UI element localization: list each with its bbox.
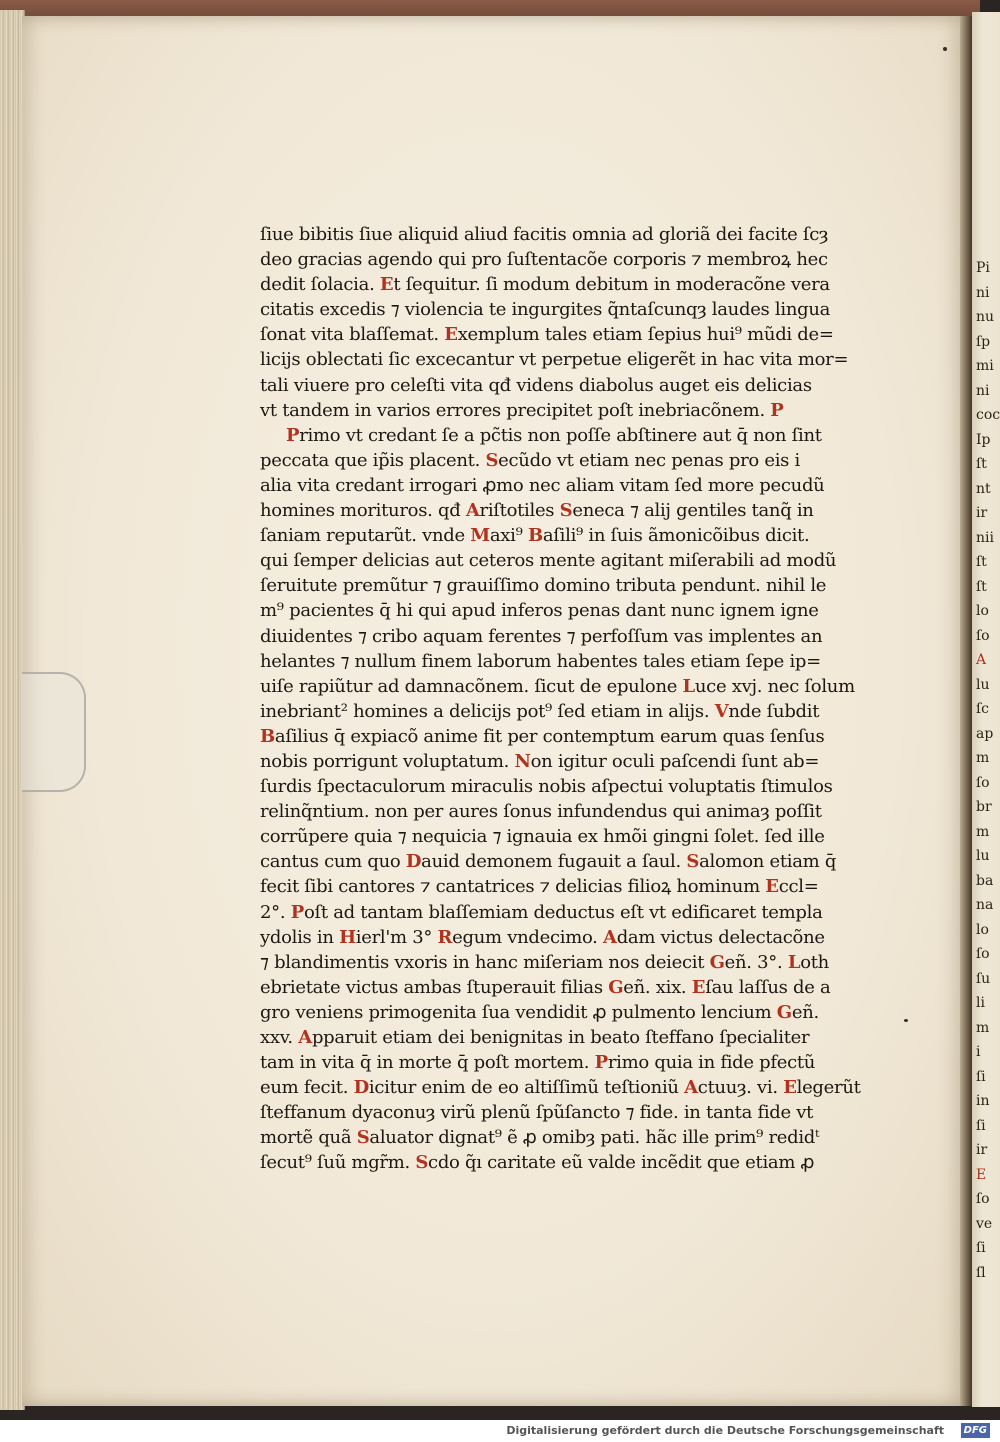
text-segment: dam victus delectacõne [616, 926, 825, 948]
text-segment: cantus cum quo [260, 851, 406, 873]
ink-spot [904, 1019, 908, 1022]
text-segment: relinq̃ntium. non per aures ſonus infundendus qui animaȝ poſſit [260, 801, 822, 823]
facing-text-fragment: ir [976, 1142, 988, 1158]
facing-text-fragment: ba [976, 872, 994, 889]
text-line [260, 950, 870, 975]
text-line [260, 548, 870, 573]
text-line [260, 1075, 870, 1100]
facing-text-fragment: br [976, 799, 992, 815]
text-line [260, 573, 870, 598]
text-line [260, 222, 870, 247]
text-line [260, 624, 870, 649]
rubricated-initial: P [286, 424, 300, 446]
rubricated-initial: H [339, 926, 356, 948]
text-segment: ſau laſſus de a [705, 976, 831, 998]
text-segment: egum vndecimo. [452, 926, 604, 948]
text-line [260, 1150, 870, 1175]
text-segment: cdo q̃ı caritate eũ valde incẽdit que etiam ꝓ [428, 1152, 815, 1174]
facing-text-fragment: Ip [976, 431, 991, 448]
facing-text-fragment: li [976, 995, 985, 1011]
rubricated-initial: E [691, 976, 706, 998]
rubricated-initial: S [356, 1127, 370, 1149]
facing-text-fragment: mi [976, 358, 994, 374]
rubricated-initial: P [290, 901, 304, 923]
text-line [260, 900, 870, 925]
text-line [260, 598, 870, 623]
text-segment: ſiue bibitis ſiue aliquid aliud facitis omnia ad gloriã dei facite ſcȝ [260, 224, 829, 245]
facing-text-fragment: m [976, 1019, 990, 1036]
text-segment: ſeruitute premũtur ⁊ grauiſſimo domino tributa pendunt. nihil le [260, 575, 827, 597]
text-line [260, 975, 870, 1000]
facing-text-fragment: ni [976, 382, 990, 399]
rubricated-initial: S [485, 449, 499, 471]
text-line [260, 749, 870, 774]
facing-text-fragment: ſt [976, 456, 987, 472]
facing-text-fragment: lo [976, 921, 989, 938]
text-segment: 2°. [260, 901, 291, 923]
text-segment: m⁹ pacientes q̄ hi qui apud inferos penas dant nunc ignem igne [260, 600, 819, 622]
text-line [260, 523, 870, 548]
text-line [260, 247, 870, 272]
text-segment: citatis excedis ⁊ violencia te ingurgites q̃ntaſcunqȝ laudes lingua [260, 299, 831, 321]
rubricated-initial: S [415, 1152, 429, 1174]
text-segment: homines morituros. qđ [260, 500, 466, 522]
rubricated-initial: S [559, 500, 573, 522]
text-segment: rimo vt credant ſe a pc̃tis non poſſe abſtinere aut q̄ non ſint [299, 424, 822, 446]
text-segment: uiſe rapiũtur ad damnacõnem. ſicut de epulone [260, 675, 683, 697]
rubricated-initial: G [709, 951, 725, 973]
facing-text-fragment: ni [976, 284, 990, 301]
text-segment: ſurdis ſpectaculorum miraculis nobis aſpectui voluptatis ſtimulos [260, 776, 833, 798]
text-segment: licijs oblectati ſic excecantur vt perpetue eligerẽt in hac vita mor= [260, 349, 849, 371]
text-line [260, 925, 870, 950]
text-segment: alomon etiam q̄ [699, 851, 837, 873]
facing-text-fragment: lu [976, 676, 990, 693]
facing-text-fragment: na [976, 897, 994, 913]
text-segment: deo gracias agendo qui pro ſuſtentacõe corporis ⁊ membroꝝ hec [260, 249, 828, 271]
rubricated-initial: A [684, 1077, 698, 1099]
facing-text-fragment: ſc [976, 701, 990, 717]
text-line [260, 272, 870, 297]
facing-text-fragment: i [976, 1044, 981, 1060]
facing-text-fragment: ſi [976, 1117, 986, 1134]
rubricated-initial: L [682, 675, 695, 697]
page-clip-icon [22, 672, 86, 792]
facing-text-fragment: ſt [976, 554, 987, 570]
text-segment: uce xvj. nec ſolum [694, 675, 855, 697]
facing-text-fragment: ſo [976, 1191, 990, 1207]
text-segment: qui ſemper delicias aut ceteros mente agitant miſerabili ad modũ [260, 550, 837, 572]
rubricated-initial: G [776, 1001, 792, 1023]
facing-text-fragment: coc [976, 407, 1000, 423]
text-line [260, 1000, 870, 1025]
text-segment: ebrietate victus ambas ſtuperauit filias [260, 976, 609, 998]
text-line [260, 373, 870, 398]
rubricated-initial: L [787, 951, 801, 973]
text-segment: ccl= [778, 876, 819, 898]
ink-spot [943, 47, 947, 51]
text-segment: riſtotiles [479, 500, 560, 522]
rubricated-initial: D [405, 851, 422, 873]
facing-text-fragment: ſt [976, 578, 987, 595]
rubricated-initial: P [594, 1052, 608, 1074]
text-segment: oth [800, 951, 829, 973]
text-line [260, 699, 870, 724]
rubricated-initial: N [514, 750, 531, 772]
facing-text-fragment: lo [976, 603, 989, 619]
rubricated-initial: D [353, 1077, 369, 1099]
text-line [260, 674, 870, 699]
rubricated-initial: E [765, 876, 779, 898]
text-segment: aluator dignat⁹ ẽ ꝓ omibȝ pati. hãc ille prim⁹ redidᵗ [369, 1127, 820, 1149]
text-segment: ſaniam reputarũt. vnde [260, 525, 471, 547]
text-segment: rimo quia in fide pfectũ [607, 1052, 816, 1074]
text-segment: eñ. [791, 1001, 819, 1023]
facing-text-fragment: lu [976, 848, 990, 864]
text-line [260, 423, 870, 448]
text-segment: ſteffanum dyaconuȝ virũ plenũ ſpũſancto ⁊ fide. in tanta fide vt [260, 1102, 814, 1124]
text-segment: xxv. [260, 1027, 299, 1048]
text-segment: inebriant² homines a delicijs pot⁹ ſed etiam in alijs. [260, 700, 715, 722]
rubricated-initial: S [686, 851, 700, 873]
facing-text-fragment: A [976, 652, 987, 668]
facing-text-fragment: Pi [976, 260, 990, 276]
text-segment: auid demonem fugauit a ſaul. [421, 851, 687, 873]
text-segment: ſonat vita blaſſemat. [260, 324, 445, 346]
text-line [260, 874, 870, 899]
text-segment: pparuit etiam dei benignitas in beato ſteffano ſpecialiter [311, 1027, 810, 1048]
text-line [260, 724, 870, 749]
text-segment: tali viuere pro celeſti vita qđ videns diabolus auget eis delicias [260, 374, 812, 396]
text-segment: eneca ⁊ alij gentiles tanq̃ in [572, 500, 814, 522]
rubricated-initial: B [527, 525, 543, 547]
text-segment: corrũpere quia ⁊ nequicia ⁊ ignauia ex hmõi gingni ſolet. ſed ille [260, 826, 825, 848]
facing-text-fragment: ſo [976, 627, 990, 644]
digitization-footer [0, 1420, 1000, 1442]
text-segment: eñ. 3°. [724, 951, 788, 973]
text-segment: t ſequitur. ſi modum debitum in moderacõne vera [393, 274, 830, 296]
facing-page [972, 12, 1000, 1407]
facing-text-fragment: ve [976, 1215, 993, 1232]
text-line [260, 1025, 870, 1050]
rubricated-initial: E [379, 274, 394, 296]
text-line [260, 824, 870, 849]
text-line [260, 849, 870, 874]
rubricated-initial: M [470, 525, 490, 547]
rubricated-initial: R [437, 926, 453, 948]
text-segment: on igitur oculi paſcendi ſunt ab= [530, 750, 820, 772]
dfg-logo-icon: DFG [961, 1423, 990, 1438]
text-line [260, 1100, 870, 1125]
facing-text-fragment: ſo [976, 774, 990, 791]
facing-text-fragment: ap [976, 725, 994, 742]
text-segment: nobis porrigunt voluptatum. [260, 750, 515, 772]
text-line [260, 1050, 870, 1075]
rubricated-initial: E [783, 1077, 797, 1099]
text-segment: nde ſubdit [728, 700, 820, 722]
text-segment: aſilius q̄ expiacõ anime fit per contemptum earum quas ſenſus [274, 725, 825, 747]
text-segment: diuidentes ⁊ cribo aquam ferentes ⁊ perfoſſum vas implentes an [260, 625, 823, 647]
facing-text-fragment: ir [976, 505, 988, 521]
text-line [260, 774, 870, 799]
text-segment: eum fecit. [260, 1077, 354, 1099]
text-segment: tam in vita q̄ in morte q̄ poſt mortem. [260, 1052, 595, 1074]
text-line [260, 498, 870, 523]
facing-text-fragment: m [976, 750, 990, 766]
text-segment: eñ. xix. [623, 976, 692, 998]
text-segment: ierl'm 3° [355, 926, 438, 948]
text-line [260, 1125, 870, 1150]
text-line [260, 799, 870, 824]
text-segment: xemplum tales etiam ſepius hui⁹ mũdi de= [457, 324, 834, 346]
facing-text-fragment: m [976, 823, 990, 840]
text-segment: mortẽ quã [260, 1127, 357, 1149]
rubricated-initial: G [608, 976, 624, 998]
text-segment: ⁊ blandimentis vxoris in hanc miſeriam nos deiecit [260, 951, 710, 973]
rubricated-initial: A [298, 1027, 312, 1048]
facing-text-fragment: ſi [976, 1068, 986, 1085]
text-line [260, 649, 870, 674]
text-segment: peccata que ip̃is placent. [260, 449, 486, 471]
facing-text-fragment: ſp [976, 333, 991, 350]
text-line [260, 297, 870, 322]
text-segment: axi⁹ [489, 525, 528, 547]
rubricated-initial: B [260, 725, 275, 747]
text-segment: fecit ſibi cantores ⁊ cantatrices ⁊ delicias filioꝝ hominum [260, 876, 766, 898]
text-segment: legerũt [796, 1077, 861, 1099]
text-line [260, 473, 870, 498]
text-segment: alia vita credant irrogari ꝓmo nec aliam vitam ſed more pecudũ [260, 474, 825, 496]
rubricated-initial: V [714, 700, 729, 722]
facing-text-fragment: ſo [976, 946, 990, 962]
text-segment: ydolis in [260, 926, 340, 948]
text-segment: oſt ad tantam blaſſemiam deductus eſt vt edificaret templa [303, 901, 823, 923]
rubricated-initial: A [603, 926, 617, 948]
rubricated-initial: P [770, 399, 784, 421]
facing-text-fragment: in [976, 1093, 990, 1109]
facing-text-fragment: nii [976, 529, 994, 546]
text-segment: vt tandem in varios errores precipitet poſt inebriacõnem. [260, 399, 771, 421]
text-line [260, 448, 870, 473]
text-segment: dedit ſolacia. [260, 274, 380, 296]
facing-text-fragment: ſl [976, 1264, 986, 1281]
text-segment: aſili⁹ in ſuis ãmonicõibus dicit. [542, 525, 810, 547]
facing-text-fragment: nu [976, 309, 995, 325]
incunabula-text-block [260, 222, 870, 1176]
text-segment: ecũdo vt etiam nec penas pro eis i [498, 449, 800, 471]
text-line [260, 347, 870, 372]
facing-text-fragment: nt [976, 480, 991, 497]
facing-text-fragment: ſu [976, 970, 991, 987]
facing-text-fragment: E [976, 1166, 987, 1183]
footer-credit-text: Digitalisierung gefördert durch die Deutsche Forschungsgemeinschaft [506, 1424, 944, 1437]
rubricated-initial: A [465, 500, 480, 522]
text-line [260, 322, 870, 347]
text-segment: ctuuȝ. vi. [697, 1077, 784, 1099]
text-segment: icitur enim de eo altiſſimũ teſtioniũ [368, 1077, 685, 1099]
text-segment: helantes ⁊ nullum finem laborum habentes tales etiam ſepe ip= [260, 650, 821, 672]
facing-text-fragment: ſi [976, 1240, 986, 1256]
text-segment: gro veniens primogenita ſua vendidit ꝓ pulmento lencium [260, 1001, 777, 1023]
text-line [260, 398, 870, 423]
rubricated-initial: E [444, 324, 458, 346]
text-segment: ſecut⁹ ſuũ mgr̃m. [260, 1152, 416, 1174]
